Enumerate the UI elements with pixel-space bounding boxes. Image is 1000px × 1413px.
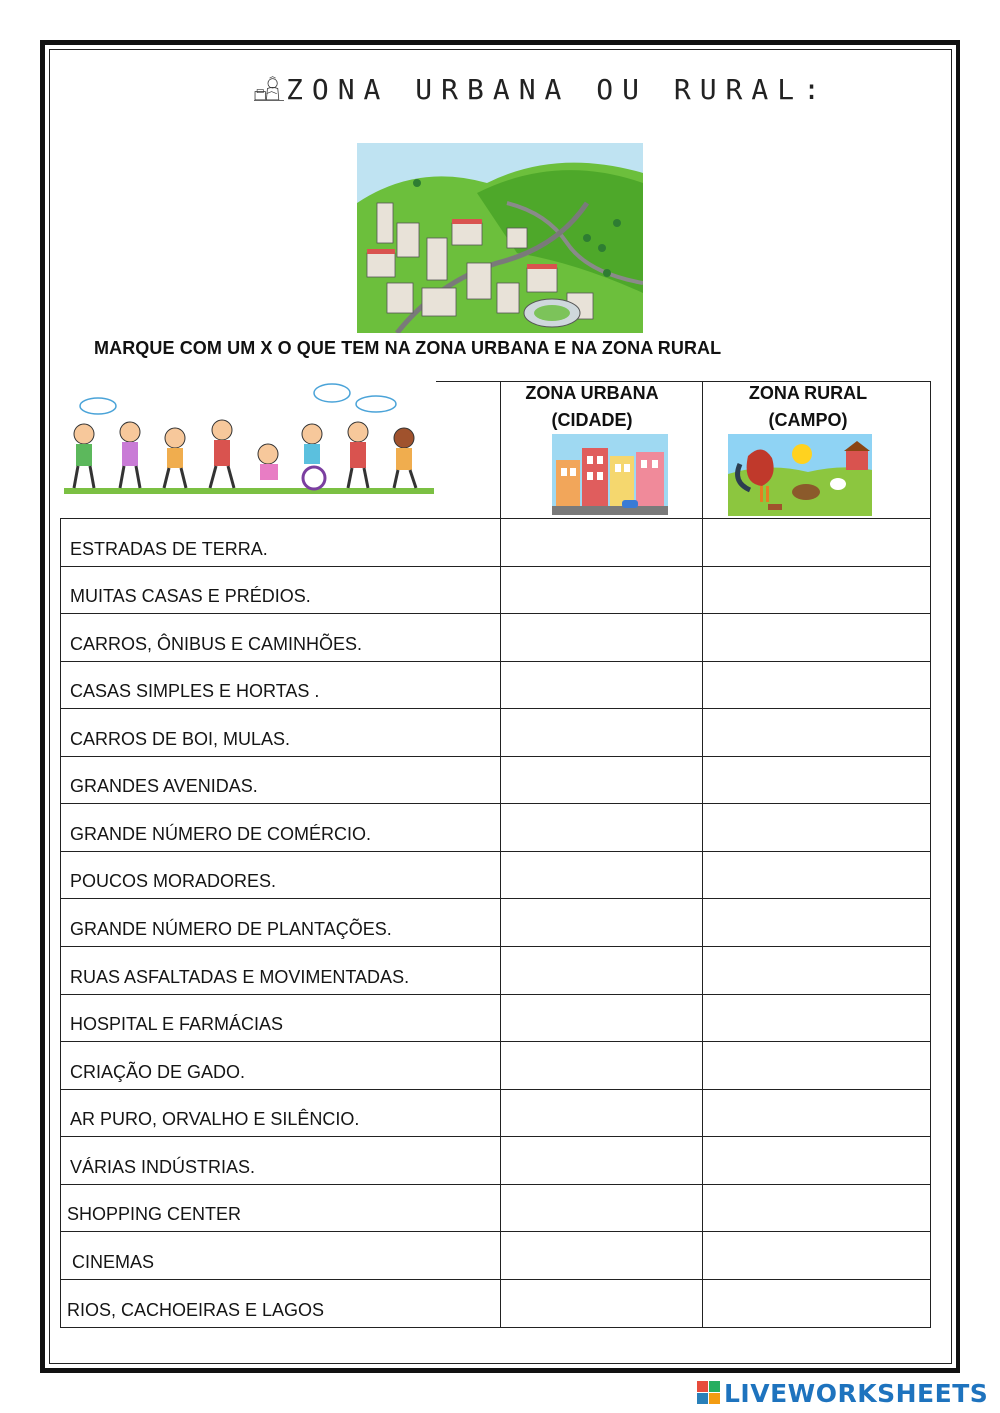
table-border-left: [60, 518, 61, 1328]
row-label: CASAS SIMPLES E HORTAS .: [70, 681, 320, 701]
farm-rooster-illustration: [728, 434, 872, 516]
table-border-right: [930, 381, 931, 1328]
liveworksheets-badge-icon: [697, 1381, 721, 1405]
urban-answer-cell[interactable]: [501, 567, 702, 613]
rural-answer-cell[interactable]: [703, 519, 930, 566]
urban-answer-cell[interactable]: [501, 1137, 702, 1184]
liveworksheets-brand-text: LIVEWORKSHEETS: [724, 1378, 989, 1408]
urban-answer-cell[interactable]: [501, 947, 702, 994]
row-label: POUCOS MORADORES.: [70, 871, 277, 891]
instruction-text: MARQUE COM UM X O QUE TEM NA ZONA URBANA E NA ZONA RURAL: [94, 338, 722, 358]
urban-answer-cell[interactable]: [501, 757, 702, 803]
reading-child-clipart-icon: [254, 64, 284, 114]
row-label: CINEMAS: [72, 1252, 155, 1272]
rural-answer-cell[interactable]: [703, 1280, 930, 1327]
urban-answer-cell[interactable]: [501, 1280, 702, 1327]
worksheet-title-area: [254, 62, 829, 116]
rural-answer-cell[interactable]: [703, 947, 930, 994]
rural-answer-cell[interactable]: [703, 1185, 930, 1231]
rural-answer-cell[interactable]: [703, 709, 930, 756]
page-title: ZONA URBANA OU RURAL:: [285, 72, 829, 106]
city-buildings-illustration: [552, 434, 668, 515]
rural-answer-cell[interactable]: [703, 757, 930, 803]
rural-answer-cell[interactable]: [703, 995, 930, 1041]
rural-answer-cell[interactable]: [703, 662, 930, 708]
row-label: AR PURO, ORVALHO E SILÊNCIO.: [70, 1109, 360, 1129]
urban-answer-cell[interactable]: [501, 804, 702, 851]
urban-answer-cell[interactable]: [501, 662, 702, 708]
urban-answer-cell[interactable]: [501, 995, 702, 1041]
urban-answer-cell[interactable]: [501, 1090, 702, 1136]
row-label: GRANDE NÚMERO DE PLANTAÇÕES.: [70, 919, 392, 939]
row-label: GRANDE NÚMERO DE COMÉRCIO.: [70, 824, 372, 844]
row-label: CRIAÇÃO DE GADO.: [70, 1062, 246, 1082]
urban-answer-cell[interactable]: [501, 852, 702, 898]
rural-answer-cell[interactable]: [703, 614, 930, 661]
city-landscape-illustration: [357, 143, 643, 333]
row-label: SHOPPING CENTER: [67, 1204, 242, 1224]
row-label: RUAS ASFALTADAS E MOVIMENTADAS.: [70, 967, 410, 987]
row-label: MUITAS CASAS E PRÉDIOS.: [70, 586, 311, 606]
row-label: VÁRIAS INDÚSTRIAS.: [70, 1157, 256, 1177]
urban-answer-cell[interactable]: [501, 614, 702, 661]
urban-answer-cell[interactable]: [501, 709, 702, 756]
rural-answer-cell[interactable]: [703, 804, 930, 851]
row-label: CARROS DE BOI, MULAS.: [70, 729, 291, 749]
liveworksheets-logo: [697, 1378, 988, 1408]
row-label: CARROS, ÔNIBUS E CAMINHÕES.: [70, 634, 363, 654]
rural-answer-cell[interactable]: [703, 1090, 930, 1136]
urban-answer-cell[interactable]: [501, 899, 702, 946]
urban-answer-cell[interactable]: [501, 1232, 702, 1279]
rural-answer-cell[interactable]: [703, 899, 930, 946]
urban-answer-cell[interactable]: [501, 1042, 702, 1089]
rural-answer-cell[interactable]: [703, 1042, 930, 1089]
row-label: ESTRADAS DE TERRA.: [70, 539, 268, 559]
row-label: GRANDES AVENIDAS.: [70, 776, 258, 796]
table-row-line: [60, 1327, 931, 1328]
rural-answer-cell[interactable]: [703, 852, 930, 898]
urban-answer-cell[interactable]: [501, 519, 702, 566]
rural-answer-cell[interactable]: [703, 567, 930, 613]
column-header-urban: ZONA URBANA (CIDADE): [525, 383, 659, 430]
row-label: RIOS, CACHOEIRAS E LAGOS: [67, 1300, 325, 1320]
column-header-rural: ZONA RURAL (CAMPO): [748, 383, 868, 430]
row-label: HOSPITAL E FARMÁCIAS: [70, 1014, 284, 1034]
urban-answer-cell[interactable]: [501, 1185, 702, 1231]
rural-answer-cell[interactable]: [703, 1137, 930, 1184]
rural-answer-cell[interactable]: [703, 1232, 930, 1279]
